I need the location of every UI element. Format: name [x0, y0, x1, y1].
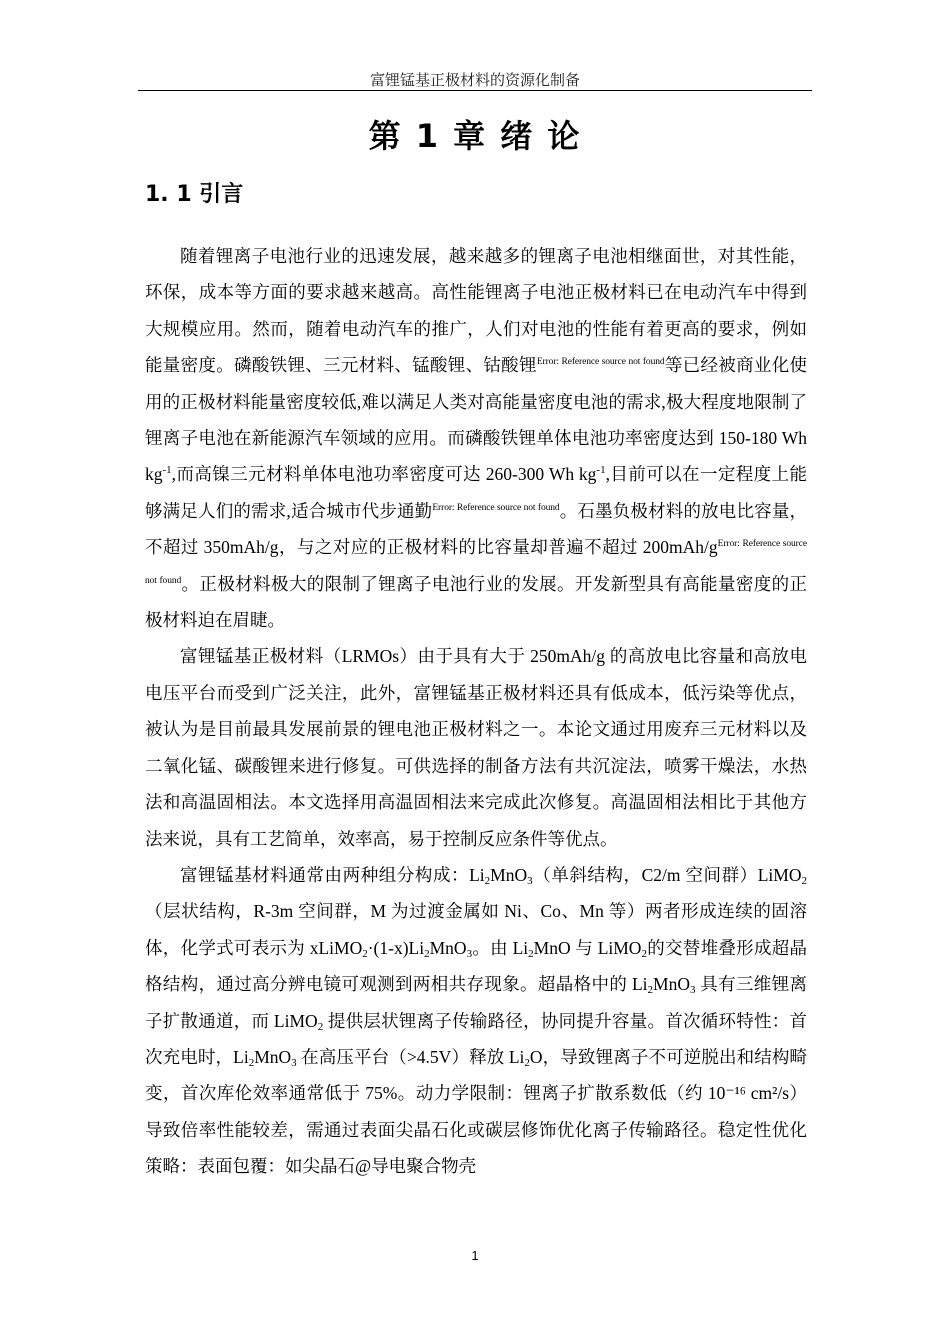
header-divider: [138, 90, 812, 91]
paragraph-intro: 随着锂离子电池行业的迅速发展，越来越多的锂离子电池相继面世，对其性能，环保，成本等方面的要求越来越高。高性能锂离子电池正极材料已在电动汽车中得到大规模应用。然而，随着电动汽车的推广，人们对电池的性能有着更高的要求，例如能量密度。磷酸铁锂、三元材料、锰酸锂、钴酸锂$^{Error: Reference source not found}$等已经被商业化使用的正极材料能量密度较低,难以满足人类对高能量密度电池的需求,极大程度地限制了锂离子电池在新能源汽车领域的应用。而磷酸铁锂单体电池功率密度达到 150-180 Wh $kg^{-1}$,而高镍三元材料单体电池功率密度可达 260-300 Wh $kg^{-1}$,目前可以在一定程度上能够满足人们的需求,适合城市代步通勤$^{Error: Reference source not found}$。石墨负极材料的放电比容量，不超过 350mAh/g，与之对应的正极材料的比容量却普遍不超过 200mAh/g$^{Error: Reference source not found}$。正极材料极大的限制了锂离子电池行业的发展。开发新型具有高能量密度的正极材料迫在眉睫。: [145, 246, 808, 631]
paragraph-structure: 富锂锰基材料通常由两种组分构成：$Li_2MnO_3$（单斜结构，C2/m 空间群）LiMO$_2$（层状结构，R-3m 空间群，M 为过渡金属如 Ni、Co、Mn 等）两者形成连续的固溶体，化学式可表示为 $xLiMO_2\cdot(1-x)Li_2MnO_3$。由 $Li_2MnO$ 与 LiMO$_2$的交替堆叠形成超晶格结构，通过高分辨电镜可观测到两相共存现象。超晶格中的 $Li_2MnO_3$ 具有三维锂离子扩散通道，而 LiMO$_2$ 提供层状锂离子传输路径，协同提升容量。首次循环特性：首次充电时，$Li_2MnO_3$ 在高压平台（>4.5V）释放 $Li_2O$，导致锂离子不可逆脱出和结构畸变，首次库伦效率通常低于 75%。动力学限制：锂离子扩散系数低（约 10⁻¹⁶ cm²/s）导致倍率性能较差，需通过表面尖晶石化或碳层修饰优化离子传输路径。稳定性优化策略：表面包覆：如尖晶石@导电聚合物壳: [145, 864, 808, 1177]
running-header: 富锂锰基正极材料的资源化制备: [369, 71, 580, 89]
section-heading: 1. 1 引言: [145, 182, 244, 207]
body-text: [145, 238, 807, 1185]
paragraph-lrmo: 富锂锰基正极材料（LRMOs）由于具有大于 250mAh/g 的高放电比容量和高放电电压平台而受到广泛关注，此外，富锂锰基正极材料还具有低成本，低污染等优点，被认为是目前最具发展前景的锂电池正极材料之一。本论文通过用废弃三元材料以及二氧化锰、碳酸锂来进行修复。可供选择的制备方法有共沉淀法，喷雾干燥法，水热法和高温固相法。本文选择用高温固相法来完成此次修复。高温固相法相比于其他方法来说，具有工艺简单，效率高，易于控制反应条件等优点。: [145, 646, 807, 849]
chapter-title: 第 1 章 绪 论: [368, 117, 582, 155]
reference-error: Error: Reference source not found: [536, 357, 665, 368]
reference-error: Error: Reference source not found: [432, 502, 560, 513]
reference-error: Error: Reference source not found: [145, 539, 807, 586]
page-number: 1: [471, 1248, 479, 1263]
